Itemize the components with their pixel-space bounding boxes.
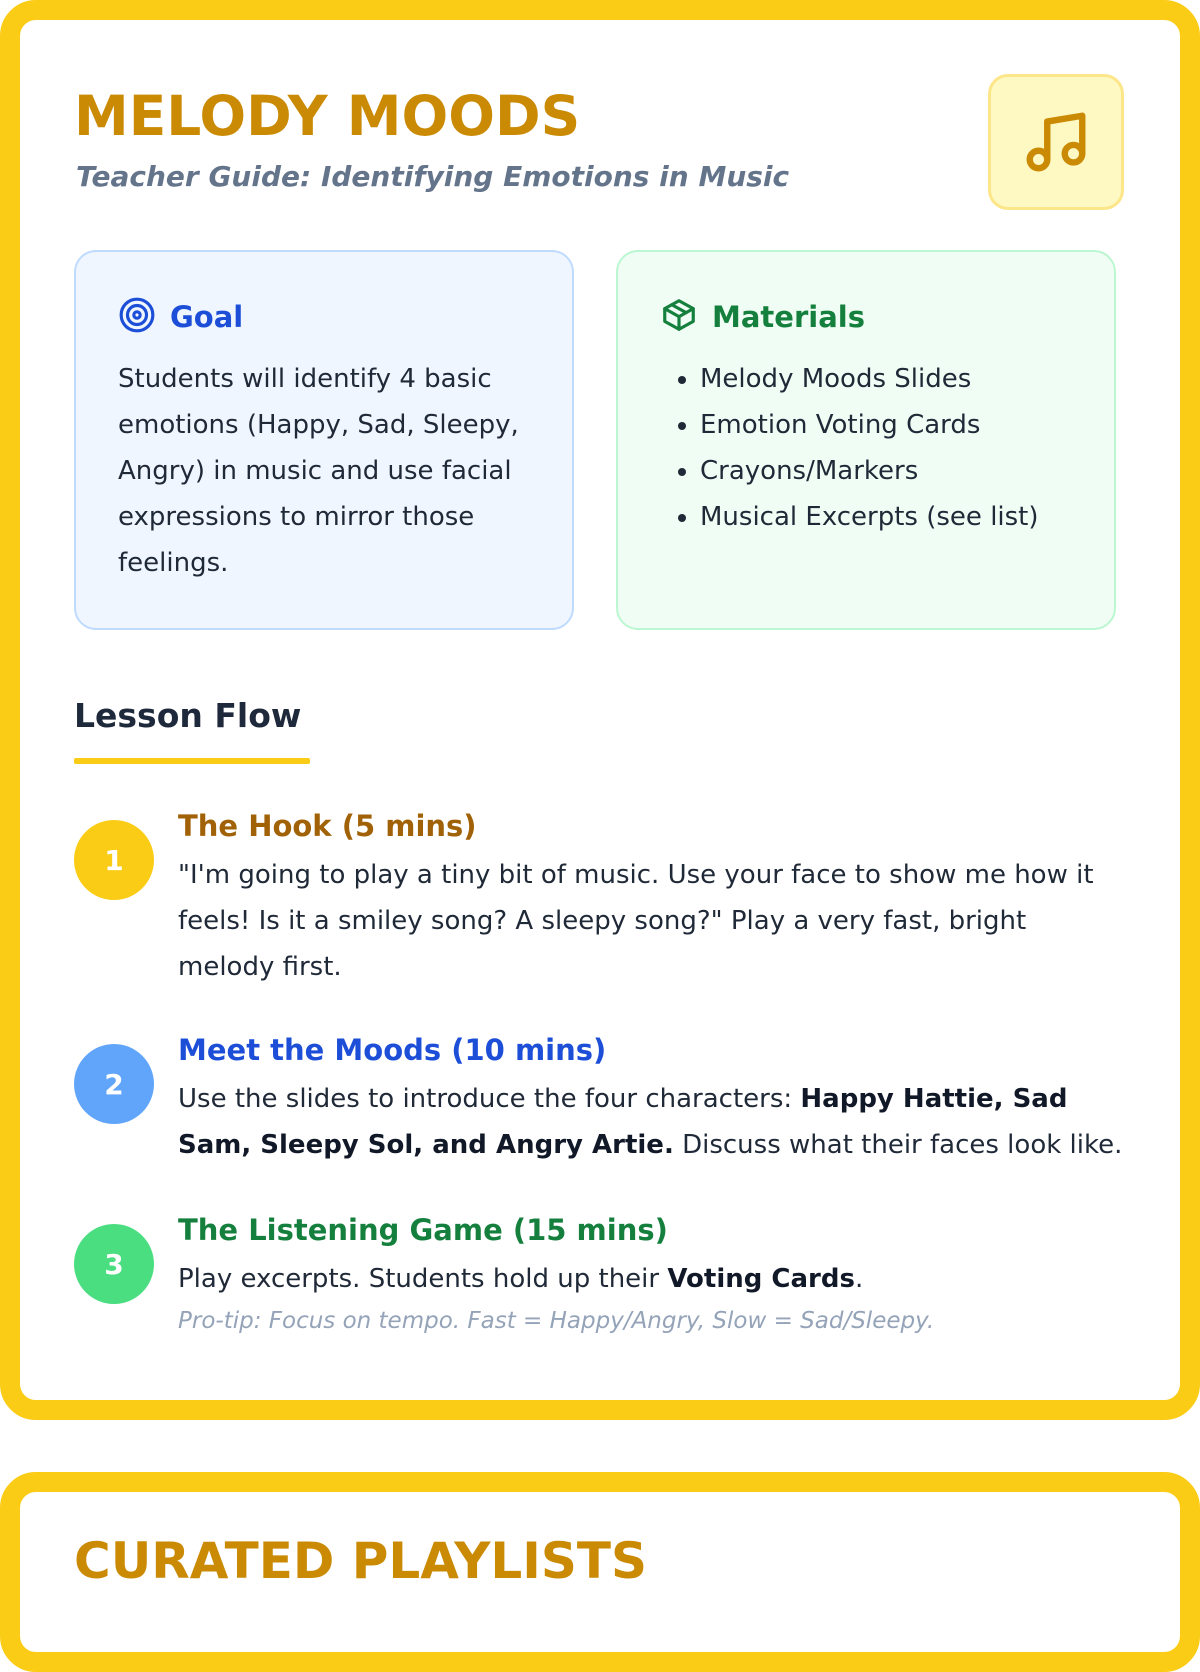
step-text-part: Use the slides to introduce the four characters: [178,1084,801,1114]
step-title: Meet the Moods (10 mins) [178,1033,607,1067]
target-icon [118,296,156,338]
step-text-part: Discuss what their faces look like. [673,1130,1123,1160]
page-subtitle: Teacher Guide: Identifying Emotions in Music [76,160,790,193]
step-title: The Hook (5 mins) [178,809,477,843]
voting-cards-label: Voting Cards [667,1264,855,1294]
heading-underline [74,758,310,764]
materials-heading: Materials [712,300,865,334]
step-text-part: Play excerpts. Students hold up their [178,1264,668,1294]
pro-tip: Pro-tip: Focus on tempo. Fast = Happy/Angry, Slow = Sad/Sleepy. [178,1308,935,1334]
goal-heading: Goal [170,300,244,334]
step-text-part: . [854,1264,864,1294]
goal-text: Students will identify 4 basic emotions (Happy, Sad, Sleepy, Angry) in music and use facial expressions to mirror those feelings. [118,364,519,578]
step-number-badge: 2 [74,1044,154,1124]
list-item: • Emotion Voting Cards [700,402,1074,448]
music-note-icon [988,74,1124,210]
step-number-badge: 1 [74,820,154,900]
lesson-flow-heading: Lesson Flow [74,696,302,735]
step-text: "I'm going to play a tiny bit of music. Use your face to show me how it feels! Is it a smiley song? A sleepy song?" Play a very fast, bright melody first. [178,860,1094,982]
materials-panel [616,250,1116,630]
page-title: MELODY MOODS [74,84,581,148]
step-title: The Listening Game (15 mins) [178,1213,668,1247]
list-item: • Musical Excerpts (see list) [700,494,1074,540]
package-icon [660,296,698,338]
step-number-badge: 3 [74,1224,154,1304]
playlists-title: CURATED PLAYLISTS [74,1532,647,1590]
step-text [178,1076,1128,1168]
playlists-card [0,1472,1200,1672]
materials-list [660,356,1074,540]
goal-panel [74,250,574,630]
character-names: Happy Hattie, Sad Sam, Sleepy Sol, and Angry Artie. [178,1084,1068,1160]
list-item: • Melody Moods Slides [700,356,1074,402]
step-text [178,1256,1128,1302]
list-item: • Crayons/Markers [700,448,1074,494]
